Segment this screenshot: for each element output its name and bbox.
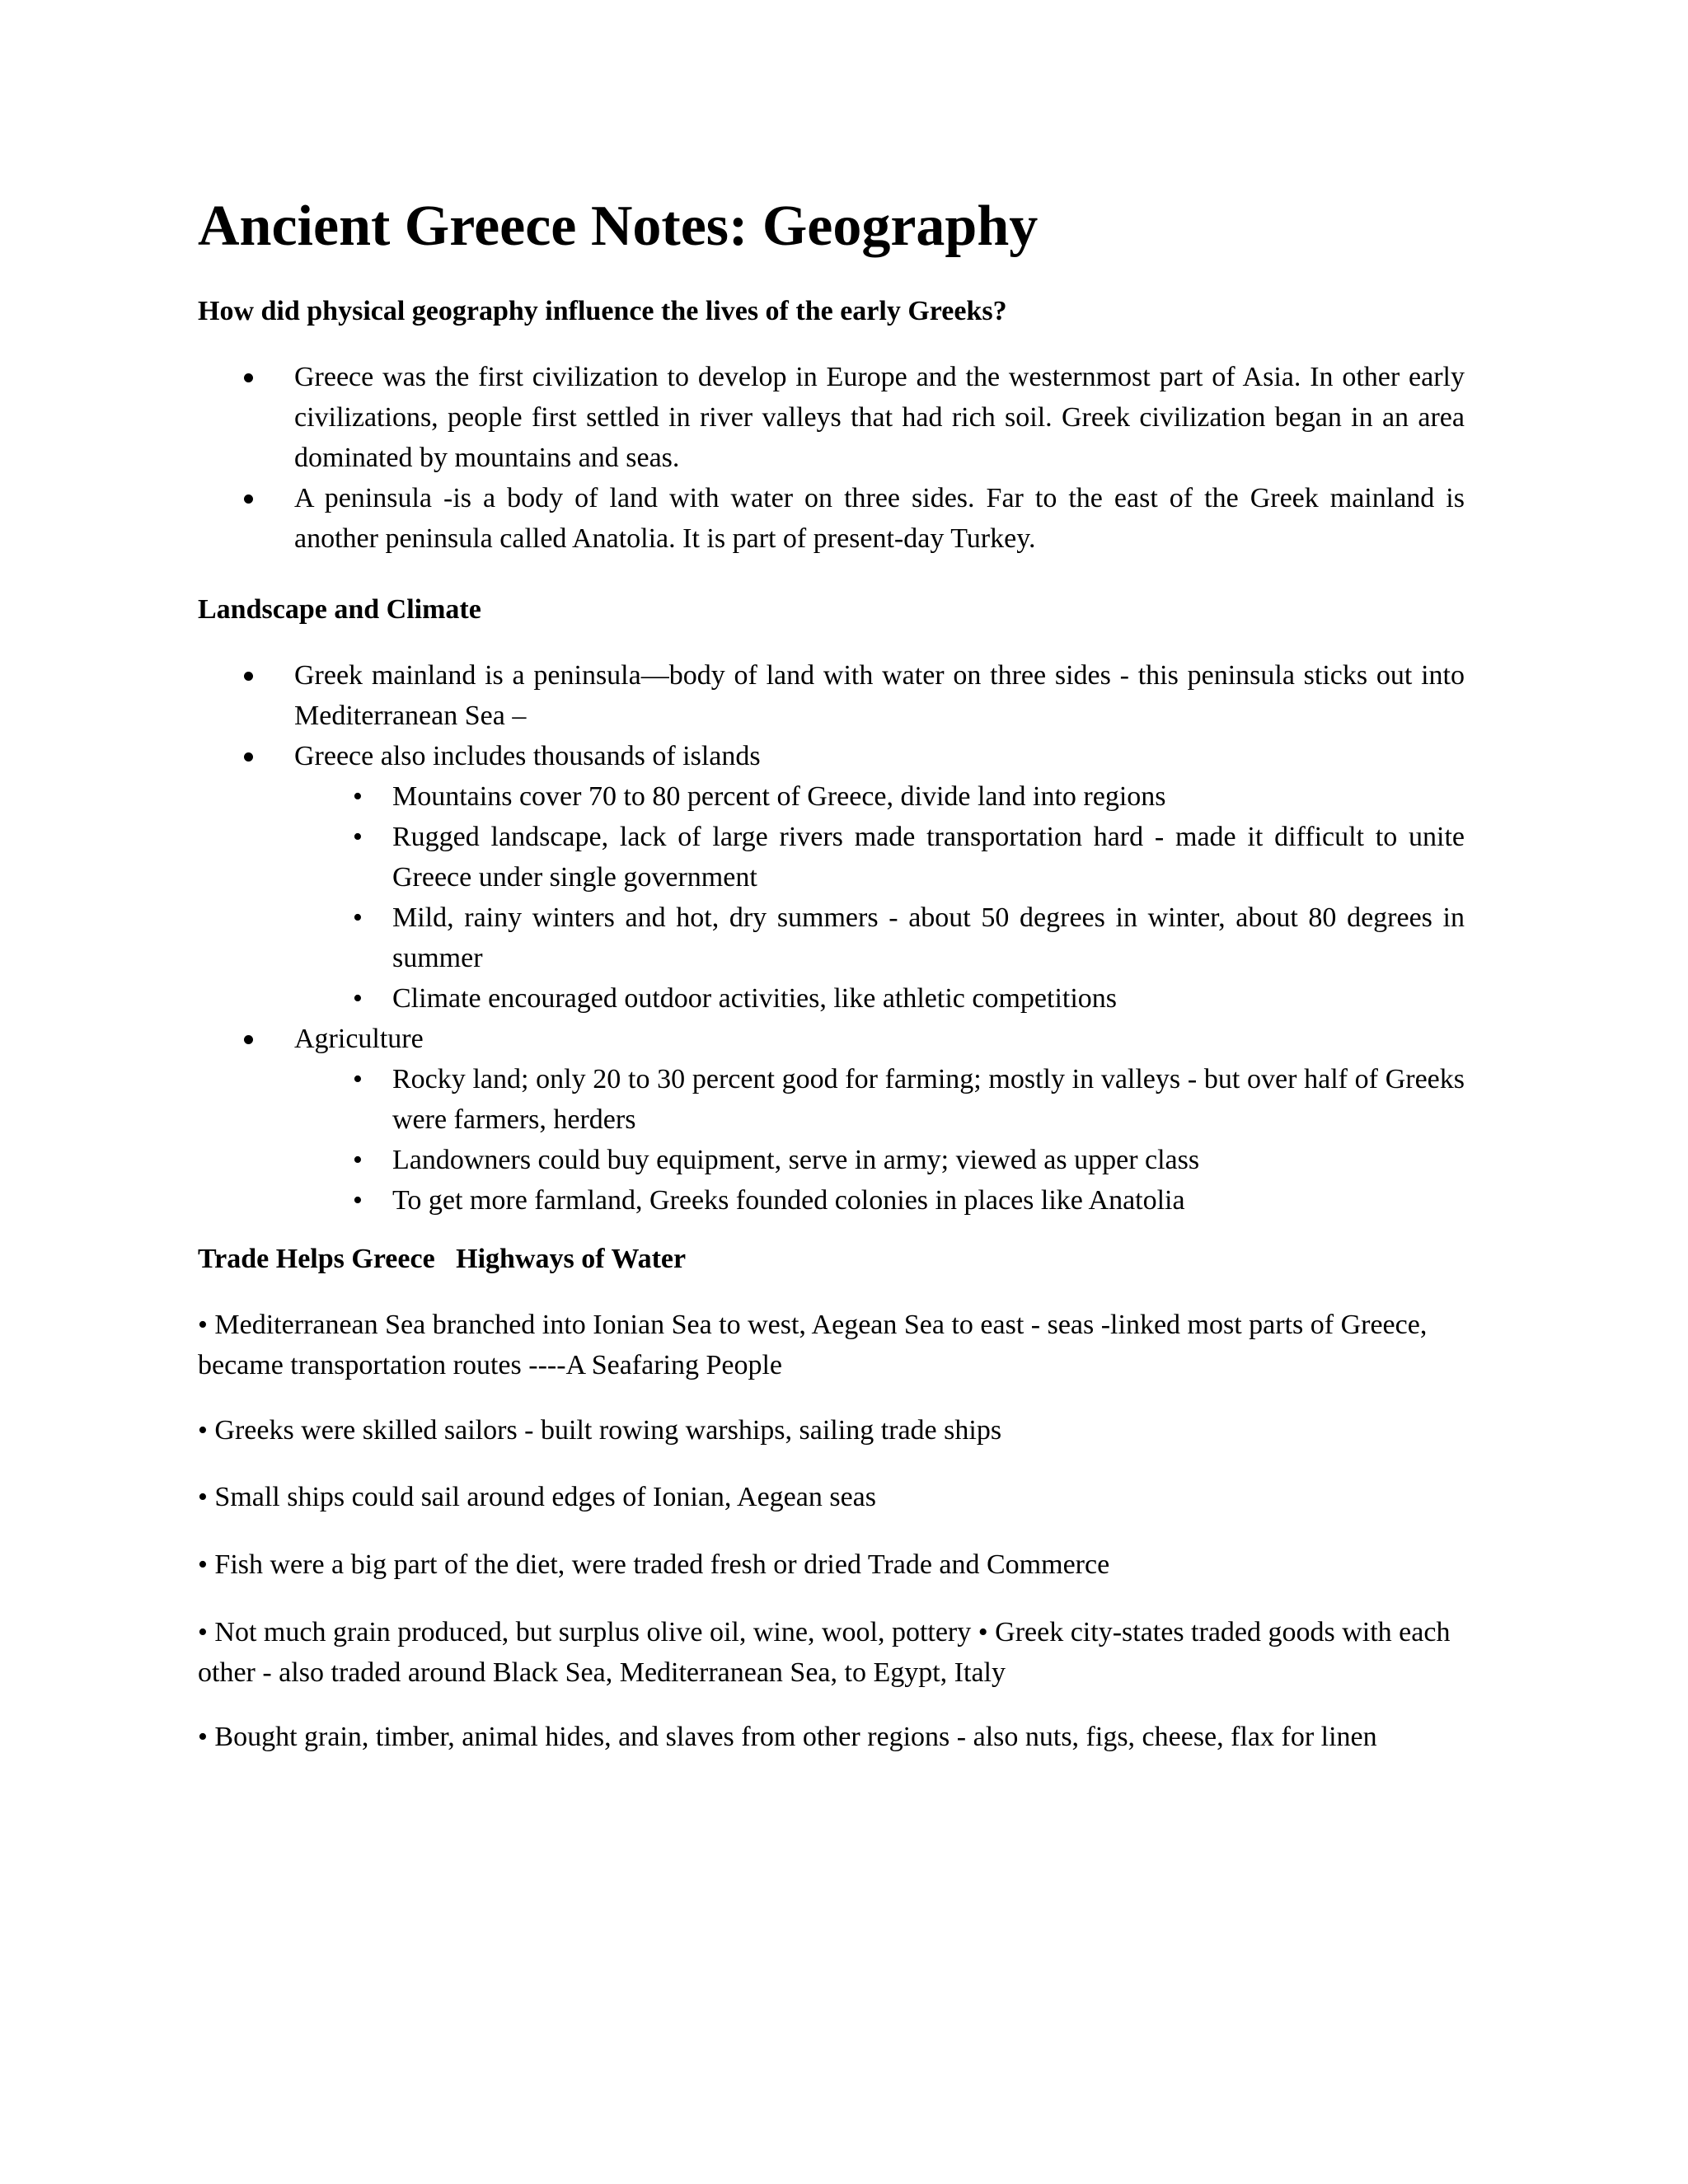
sub-list-item-text: Mountains cover 70 to 80 percent of Greece, divide land into regions [392, 781, 1166, 812]
list-item-text: Greek mainland is a peninsula—body of land with water on three sides - this peninsula sticks out into Mediterranean Sea – [294, 660, 1465, 731]
page-title: Ancient Greece Notes: Geography [198, 194, 1039, 258]
sub-bullet-icon: • [353, 1185, 363, 1216]
list-item-text: Agriculture [294, 1024, 424, 1054]
sub-list-item-text: Mild, rainy winters and hot, dry summers - about 50 degrees in winter, about 80 degrees in summer [392, 902, 1465, 973]
list-item [0, 1019, 1465, 1221]
list-item [0, 655, 1465, 736]
sub-list-item-text: Rugged landscape, lack of large rivers made transportation hard - made it difficult to unite Greece under single government [392, 822, 1465, 893]
sub-list-item [353, 978, 1465, 1019]
sub-bullet-icon: • [353, 902, 363, 933]
sub-bullet-icon: • [353, 781, 363, 812]
list-item [0, 736, 1465, 1019]
landscape-climate-list [0, 655, 1688, 1221]
list-item [0, 478, 1465, 559]
bullet-icon [244, 672, 253, 681]
sub-bullet-icon: • [353, 1064, 363, 1094]
sub-bullet-icon: • [353, 822, 363, 852]
sub-list-item [353, 1180, 1465, 1221]
sub-list-item-text: Rocky land; only 20 to 30 percent good for farming; mostly in valleys - but over half of Greeks were farmers, herders [392, 1064, 1465, 1135]
trade-paragraph: • Bought grain, timber, animal hides, and slaves from other regions - also nuts, figs, cheese, flax for linen [198, 1722, 1377, 1752]
trade-paragraph: • Greeks were skilled sailors - built rowing warships, sailing trade ships [198, 1415, 1002, 1446]
bullet-icon [244, 752, 253, 762]
list-item [0, 357, 1465, 478]
sub-list-item [353, 898, 1465, 978]
trade-paragraph: • Mediterranean Sea branched into Ionian Sea to west, Aegean Sea to east - seas -linked most parts of Greece, became transportation routes ----A Seafaring People [198, 1310, 1428, 1380]
bullet-icon [244, 373, 253, 382]
list-item-text: A peninsula -is a body of land with water on three sides. Far to the east of the Greek mainland is another peninsula called Anatolia. It is part of present-day Turkey. [294, 483, 1465, 554]
sub-list [294, 1059, 1465, 1221]
trade-paragraph: • Small ships could sail around edges of Ionian, Aegean seas [198, 1482, 877, 1512]
list-item-text: Greece was the first civilization to develop in Europe and the westernmost part of Asia. In other early civilizations, people first settled in river valleys that had rich soil. Greek civilization began in an area dominated by mountains and seas. [294, 362, 1465, 473]
sub-list-item-text: Landowners could buy equipment, serve in army; viewed as upper class [392, 1145, 1200, 1175]
bullet-icon [244, 494, 253, 504]
sub-list-item-text: To get more farmland, Greeks founded colonies in places like Anatolia [392, 1185, 1185, 1216]
sub-list-item [353, 1059, 1465, 1140]
section-heading-trade: Trade Helps Greece Highways of Water [198, 1244, 687, 1274]
section-heading-landscape-climate: Landscape and Climate [198, 594, 481, 625]
sub-bullet-icon: • [353, 983, 363, 1014]
trade-paragraph: • Fish were a big part of the diet, were traded fresh or dried Trade and Commerce [198, 1549, 1110, 1580]
list-item-text: Greece also includes thousands of islands [294, 741, 761, 771]
physical-geography-list [0, 357, 1688, 559]
sub-list-item [353, 817, 1465, 898]
sub-list-item-text: Climate encouraged outdoor activities, like athletic competitions [392, 983, 1118, 1014]
trade-paragraph: • Not much grain produced, but surplus olive oil, wine, wool, pottery • Greek city-states traded goods with each other - also traded around Black Sea, Mediterranean Sea, to Egypt, Italy [198, 1617, 1451, 1688]
bullet-icon [244, 1035, 253, 1044]
section-heading-physical-geography: How did physical geography influence the lives of the early Greeks? [198, 296, 1007, 326]
sub-list-item [353, 1140, 1465, 1180]
sub-list-item [353, 776, 1465, 817]
sub-list [294, 776, 1465, 1019]
sub-bullet-icon: • [353, 1145, 363, 1175]
